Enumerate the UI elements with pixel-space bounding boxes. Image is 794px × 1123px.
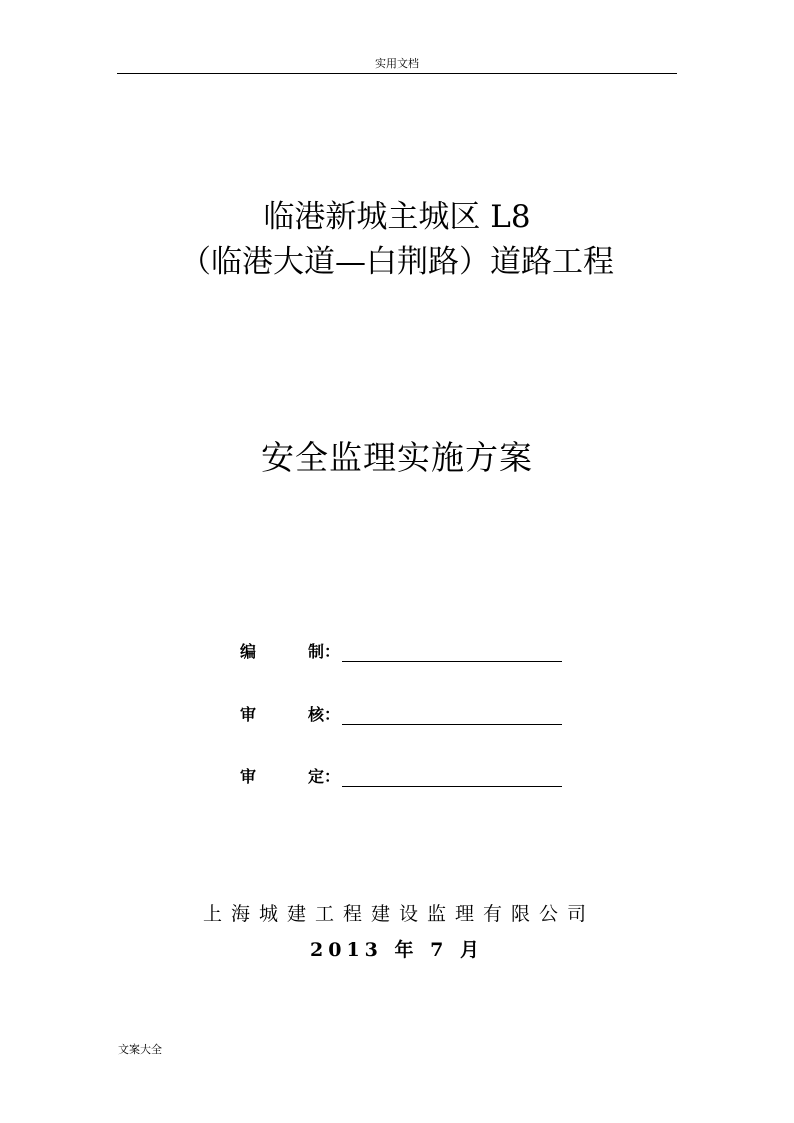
signature-label-char-1: 审 — [240, 705, 257, 724]
document-subtitle: 安全监理实施方案 — [261, 438, 533, 477]
document-date: 2013 年 7 月 — [310, 939, 484, 961]
signature-label — [240, 704, 340, 726]
signature-label-char-2: 核： — [307, 705, 340, 724]
signature-label-char-2: 定： — [307, 767, 340, 786]
signature-label — [240, 641, 340, 663]
document-title-line-2: （临港大道—白荆路）道路工程 — [180, 244, 614, 280]
signature-row-approved-by — [240, 766, 570, 790]
document-title-line-1: 临港新城主城区 L8 — [263, 199, 531, 235]
signature-row-reviewed-by — [240, 704, 570, 728]
signature-blank-line — [342, 724, 562, 725]
company-name: 上海城建工程建设监理有限公司 — [202, 903, 595, 925]
page-header-text: 实用文档 — [375, 57, 419, 70]
signature-label-char-2: 制： — [307, 642, 340, 661]
signature-blank-line — [342, 786, 562, 787]
signature-label-char-1: 编 — [240, 642, 257, 661]
page-footer-text: 文案大全 — [118, 1043, 162, 1056]
signature-label-char-1: 审 — [240, 767, 257, 786]
signature-label — [240, 766, 340, 788]
header-divider — [117, 73, 677, 74]
signature-row-compiled-by — [240, 641, 570, 665]
signature-blank-line — [342, 661, 562, 662]
